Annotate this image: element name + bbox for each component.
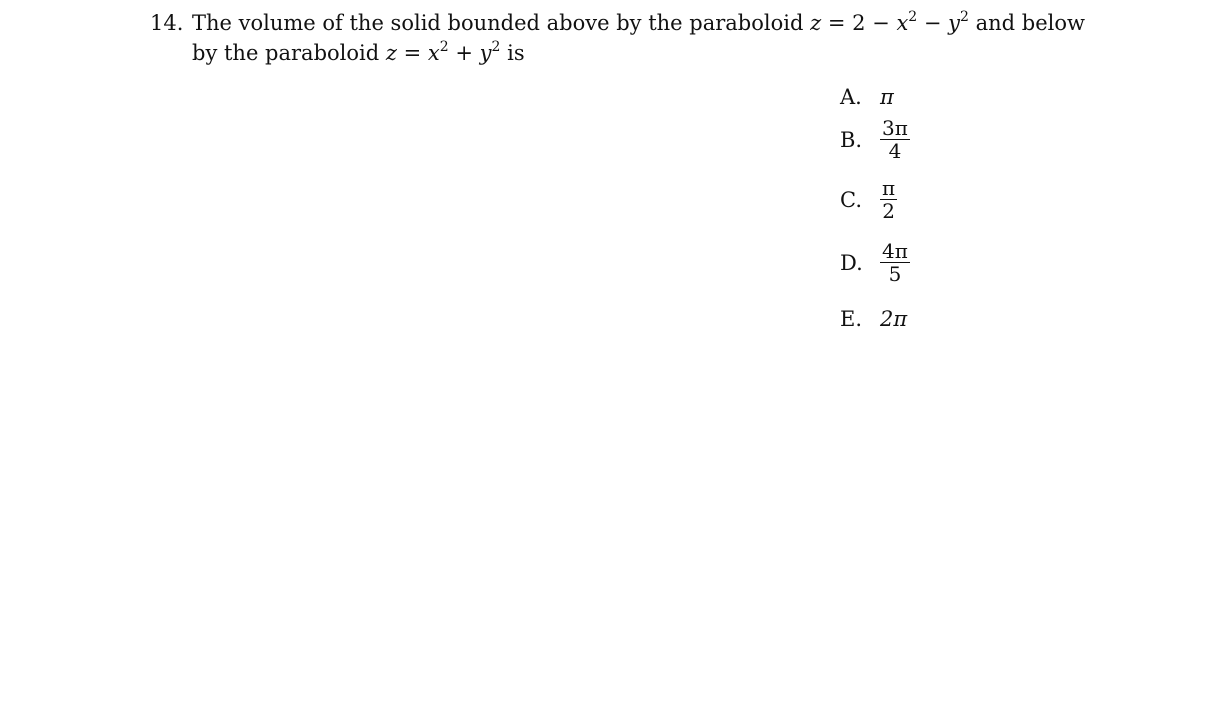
choice-e-label: E. — [840, 306, 863, 331]
question-line-2-end: is — [507, 41, 525, 65]
upper-equation-equals: = 2 − — [821, 11, 897, 35]
question-line-1-end: and below — [975, 11, 1086, 35]
choice-d-fraction — [880, 240, 910, 285]
question-14 — [150, 8, 1090, 68]
choice-d-label: D. — [840, 250, 863, 275]
lower-paraboloid-equation — [386, 41, 501, 65]
upper-equation-y-exponent: 2 — [960, 9, 969, 25]
upper-equation-minus: − — [917, 11, 949, 35]
upper-equation-y: y — [948, 11, 961, 35]
lower-equation-lhs: z — [385, 41, 397, 65]
upper-paraboloid-equation — [810, 11, 969, 35]
lower-equation-equals: = — [396, 41, 428, 65]
upper-equation-x: x — [896, 11, 909, 35]
question-line-2 — [150, 38, 1090, 68]
choice-b-numerator: 3π — [882, 116, 908, 140]
choice-b-denominator: 4 — [888, 139, 902, 163]
lower-equation-plus: + — [448, 41, 480, 65]
choice-b-fraction — [880, 117, 910, 162]
choice-c — [840, 177, 897, 222]
choice-a — [840, 83, 894, 109]
question-number: 14. — [150, 11, 184, 35]
upper-equation-lhs: z — [810, 11, 822, 35]
lower-equation-x: x — [427, 41, 440, 65]
upper-equation-x-exponent: 2 — [908, 9, 918, 25]
lower-equation-x-exponent: 2 — [439, 39, 449, 55]
choice-e-value: 2π — [880, 306, 908, 331]
choice-e — [840, 305, 907, 331]
question-line-2-text: by the paraboloid — [192, 41, 380, 65]
question-line-1 — [150, 8, 1090, 38]
choice-b — [840, 117, 910, 162]
choice-b-label: B. — [840, 127, 863, 152]
choice-d-numerator: 4π — [882, 239, 908, 263]
choice-c-denominator: 2 — [882, 199, 895, 223]
lower-equation-y: y — [479, 41, 492, 65]
choice-a-label: A. — [840, 84, 862, 109]
choice-d-denominator: 5 — [888, 262, 902, 286]
question-text-start: The volume of the solid bounded above by the paraboloid — [192, 11, 804, 35]
choice-c-label: C. — [840, 187, 862, 212]
choice-a-value: π — [880, 84, 894, 109]
choice-c-fraction — [880, 177, 897, 222]
lower-equation-y-exponent: 2 — [491, 39, 501, 55]
choice-d — [840, 240, 910, 285]
choice-c-numerator: π — [882, 176, 896, 200]
